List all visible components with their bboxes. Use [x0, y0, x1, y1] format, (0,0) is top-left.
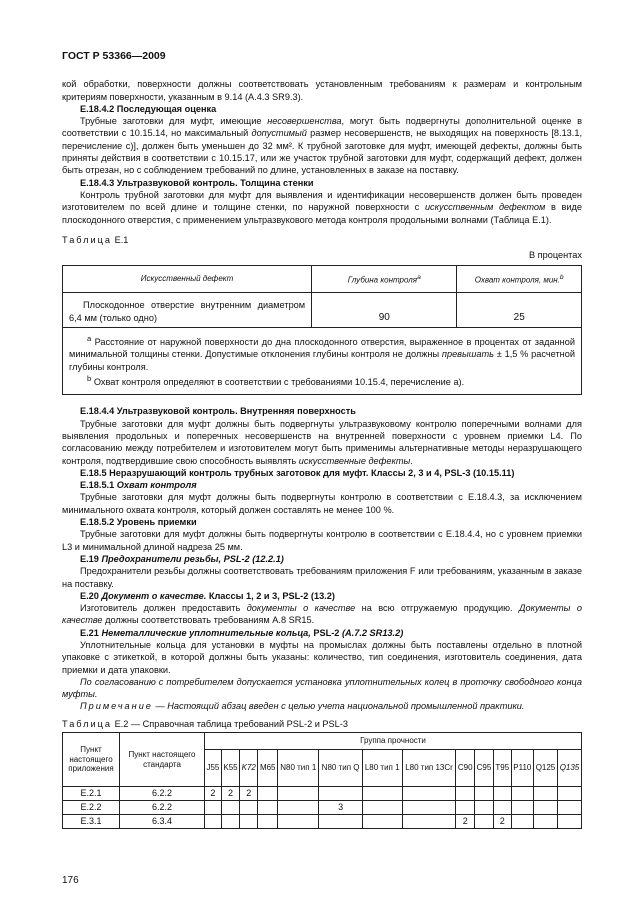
italic-term: Документы о качестве	[62, 603, 582, 626]
row-std-clause: 6.2.2	[120, 787, 205, 801]
grade-cell	[278, 815, 319, 829]
header-text: Глубина контроля	[347, 275, 418, 285]
italic-term: искусственные дефекты	[298, 455, 411, 466]
italic-term: искусственным дефектом	[424, 202, 546, 213]
grade-cell	[319, 787, 362, 801]
text-run: Охват контроля определяют в соответствии с требованиями 10.15.4, перечисление а).	[93, 377, 465, 388]
grade-header: C95	[475, 750, 494, 787]
text-run: ± 1,5 % расчетной глубины контроля.	[69, 349, 575, 372]
table-row	[63, 815, 582, 829]
grade-header: P110	[511, 750, 533, 787]
grade-cell	[258, 801, 278, 815]
section-heading: Е.18.5.2 Уровень приемки	[80, 517, 197, 528]
grade-cell	[205, 801, 222, 815]
grade-cell: 2	[205, 787, 222, 801]
grade-cell: 3	[319, 801, 362, 815]
grade-cell	[475, 815, 494, 829]
grade-cell	[240, 815, 258, 829]
italic-paragraph: По согласованию с потребителем допускается установка уплотнительных колец в проточку свободного конца муфты.	[62, 676, 582, 700]
italic-term: допустимый	[251, 128, 307, 139]
document-header: ГОСТ Р 53366—2009	[62, 50, 166, 62]
table1-header: Искусственный дефект	[63, 266, 312, 293]
table2-header: Группа прочности	[205, 733, 582, 750]
table-row	[63, 787, 582, 801]
grade-cell	[278, 801, 319, 815]
grade-cell	[456, 787, 475, 801]
row-app-clause: Е.2.1	[63, 787, 120, 801]
table-row	[63, 801, 582, 815]
section-heading	[62, 553, 582, 565]
page-number: 176	[62, 875, 79, 886]
text-run: Трубные заготовки для муфт, имеющие	[80, 116, 268, 127]
table1-caption	[62, 234, 582, 246]
grade-cell	[205, 815, 222, 829]
grade-cell	[557, 815, 581, 829]
row-app-clause: Е.2.2	[63, 801, 120, 815]
text-run: в виде плоскодонного отверстия, с применением ультразвукового метода контроля продольными волнами (Таблица Е.1).	[62, 202, 582, 225]
text-run: должны соответствовать требованиям А.8 SR15.	[102, 615, 315, 626]
document-page	[62, 50, 582, 829]
row-std-clause: 6.3.4	[120, 815, 205, 829]
footnote-mark: b	[559, 273, 564, 281]
text-run: Трубные заготовки для муфт должны быть подвергнуты ультразвуковому контролю поперечными волнами для выявления продольных и поперечных несовершенств на внутренней поверхности с уровнем приемки L4. По согласованию между потребителем и изготовителем могут быть применимы альтернативные методы неразрушающего контроля, подтвердившие свою способность выявлять	[62, 418, 582, 466]
grade-cell	[362, 787, 402, 801]
paragraph: Предохранители резьбы должны соответствовать требованиям приложения F или требованиям, указанным в заказе на поставку.	[62, 566, 582, 589]
grade-cell	[402, 787, 456, 801]
grade-cell	[557, 801, 581, 815]
text-run: Контроль трубной заготовки для муфт для выявления и идентификации несовершенств должен быть проведен изготовителем по всей длине и толщине стенки, по наружной поверхности с	[62, 189, 582, 213]
table2	[62, 732, 582, 829]
grade-cell: 2	[456, 815, 475, 829]
paragraph	[62, 418, 582, 467]
text-run: Расстояние от наружной поверхности до дна плоскодонного отверстия, выраженное в процентах от заданной минимальной толщины стенки. Допустимые отклонения глубины контроля не должны	[69, 337, 575, 360]
heading-title: Охват контроля	[116, 480, 197, 491]
text-run: на всю отгружаемую продукцию.	[355, 603, 520, 614]
heading-title: Документ о качестве.	[101, 590, 207, 601]
footnote-mark: а	[87, 334, 92, 344]
grade-cell	[319, 815, 362, 829]
italic-term: несовершенства	[267, 116, 342, 127]
table1-cell: Плоскодонное отверстие внутренним диаметром 6,4 мм (только одно)	[63, 293, 312, 328]
grade-header: Q125	[534, 750, 558, 787]
grade-cell	[511, 787, 533, 801]
table-row	[63, 293, 582, 328]
paragraph	[62, 602, 582, 627]
row-app-clause: Е.3.1	[63, 815, 120, 829]
text-run: размер несовершенств, не выходящих на поверхность [8.13.1, перечисление с)], должен быть уменьшен до 32 мм². К трубной заготовке для муфт, имеющей дефекты, должны быть приняты действия в соответствии с 10.15.17, или же участок трубной заготовки для муфт, содержащий дефект, должен быть отрезан, но с соблюдением требований по длине, установленных в заказе на поставку.	[62, 128, 582, 176]
grade-header: K55	[221, 750, 239, 787]
caption-number: Е.1	[114, 234, 129, 245]
footnote-mark: b	[87, 374, 92, 383]
section-heading	[62, 627, 582, 639]
grade-cell	[493, 801, 511, 815]
table1-header	[457, 266, 582, 293]
heading-rest: PSL-2	[310, 627, 342, 638]
grade-cell	[221, 815, 239, 829]
italic-term: документы о качестве	[246, 603, 356, 614]
paragraph: Трубные заготовки для муфт должны быть подвергнуты контролю в соответствии с Е.18.4.4, но с уровнем приемки L3 и минимальной длиной надреза 25 мм.	[62, 529, 582, 552]
paragraph	[62, 189, 582, 226]
grade-cell	[511, 815, 533, 829]
grade-cell	[221, 801, 239, 815]
text-run: .	[410, 455, 413, 466]
table1-header	[312, 266, 457, 293]
grade-cell	[493, 787, 511, 801]
grade-cell	[258, 787, 278, 801]
note	[62, 700, 582, 712]
section-heading: Е.18.4.4 Ультразвуковой контроль. Внутренняя поверхность	[80, 406, 356, 417]
table1-footnotes	[63, 328, 582, 395]
grade-header: L80 тип 13Cr	[402, 750, 456, 787]
header-text: Охват контроля, мин.	[474, 275, 560, 285]
heading-title: Предохранители резьбы, PSL-2 (12.2.1)	[101, 553, 284, 564]
table1	[62, 265, 582, 395]
grade-cell	[402, 801, 456, 815]
grade-header: C90	[456, 750, 475, 787]
table2-header: Пункт настоящего стандарта	[120, 733, 205, 787]
heading-title: Неметаллические уплотнительные кольца,	[101, 627, 311, 638]
caption-label: Таблица	[62, 234, 113, 245]
grade-cell: 2	[221, 787, 239, 801]
footnote-b	[69, 373, 575, 388]
grade-cell	[511, 801, 533, 815]
table1-cell: 90	[312, 293, 457, 328]
heading-number: Е.20	[80, 590, 102, 601]
footnote-mark: а	[417, 273, 421, 281]
grade-header: K72	[240, 750, 258, 787]
grade-cell	[475, 801, 494, 815]
section-heading: Е.18.4.3 Ультразвуковой контроль. Толщина стенки	[80, 177, 314, 188]
heading-number: Е.21	[80, 627, 102, 638]
caption-label: Таблица	[62, 718, 113, 729]
section-heading: Е.18.5 Неразрушающий контроль трубных заготовок для муфт. Классы 2, 3 и 4, PSL-3 (10.15.11)	[80, 467, 515, 478]
row-std-clause: 6.2.2	[120, 801, 205, 815]
grade-header: N80 тип 1	[278, 750, 319, 787]
heading-title: (А.7.2 SR13.2)	[341, 627, 404, 638]
italic-term: превышать	[441, 349, 494, 360]
heading-number: Е.19	[80, 553, 102, 564]
section-heading	[62, 590, 582, 602]
paragraph: Уплотнительные кольца для установки в муфты на промыслах должны быть поставлены отдельно в плотной упаковке с этикеткой, в которой должны быть указаны: количество, тип соединения, изготовитель соединения, дата приемки и дата упаковки.	[62, 640, 582, 675]
grade-cell	[534, 787, 558, 801]
paragraph	[62, 676, 582, 701]
section-heading	[62, 479, 582, 491]
paragraph: Трубные заготовки для муфт должны быть подвергнуты контролю в соответствии с Е.18.4.3, за исключением минимального охвата контроля, который должен составлять не менее 100 %.	[62, 492, 582, 515]
caption-text: Е.2 — Справочная таблица требований PSL-2 и PSL-3	[114, 718, 348, 729]
text-run: Изготовитель должен предоставить	[80, 603, 247, 614]
table1-cell: 25	[457, 293, 582, 328]
grade-cell	[278, 787, 319, 801]
grade-cell	[475, 787, 494, 801]
grade-cell: 2	[240, 787, 258, 801]
footnote-a	[69, 333, 575, 373]
grade-cell	[534, 801, 558, 815]
text-run: , могут быть подвергнуты дополнительной оценке в соответствии с 10.15.14, но максимальный	[62, 116, 582, 139]
grade-cell: 2	[493, 815, 511, 829]
grade-header: N80 тип Q	[319, 750, 362, 787]
grade-cell	[402, 815, 456, 829]
grade-cell	[240, 801, 258, 815]
grade-header: Q135	[557, 750, 581, 787]
table2-header: Пункт настоящего приложения	[63, 733, 120, 787]
grade-cell	[456, 801, 475, 815]
table2-caption	[62, 718, 582, 730]
note-label: Примечание	[80, 701, 153, 712]
grade-cell	[534, 815, 558, 829]
grade-header: L80 тип 1	[362, 750, 402, 787]
heading-number: Е.18.5.1	[80, 480, 117, 491]
paragraph	[62, 115, 582, 176]
grade-cell	[362, 801, 402, 815]
grade-cell	[258, 815, 278, 829]
grade-header: M65	[258, 750, 278, 787]
intro-paragraph: кой обработки, поверхности должны соответствовать установленным требованиям к размерам и контрольным критериям поверхности, указанным в 9.14 (А.4.3 SR9.3).	[62, 79, 582, 102]
table2-body	[63, 787, 582, 829]
grade-header: J55	[205, 750, 222, 787]
section-heading: Е.18.4.2 Последующая оценка	[80, 103, 217, 114]
table1-units: В процентах	[528, 250, 582, 261]
note-text: — Настоящий абзац введен с целью учета национальной промышленной практики.	[155, 701, 525, 712]
grade-cell	[557, 787, 581, 801]
grade-header: T95	[493, 750, 511, 787]
heading-rest: Классы 1, 2 и 3, PSL-2 (13.2)	[206, 590, 335, 601]
grade-cell	[362, 815, 402, 829]
